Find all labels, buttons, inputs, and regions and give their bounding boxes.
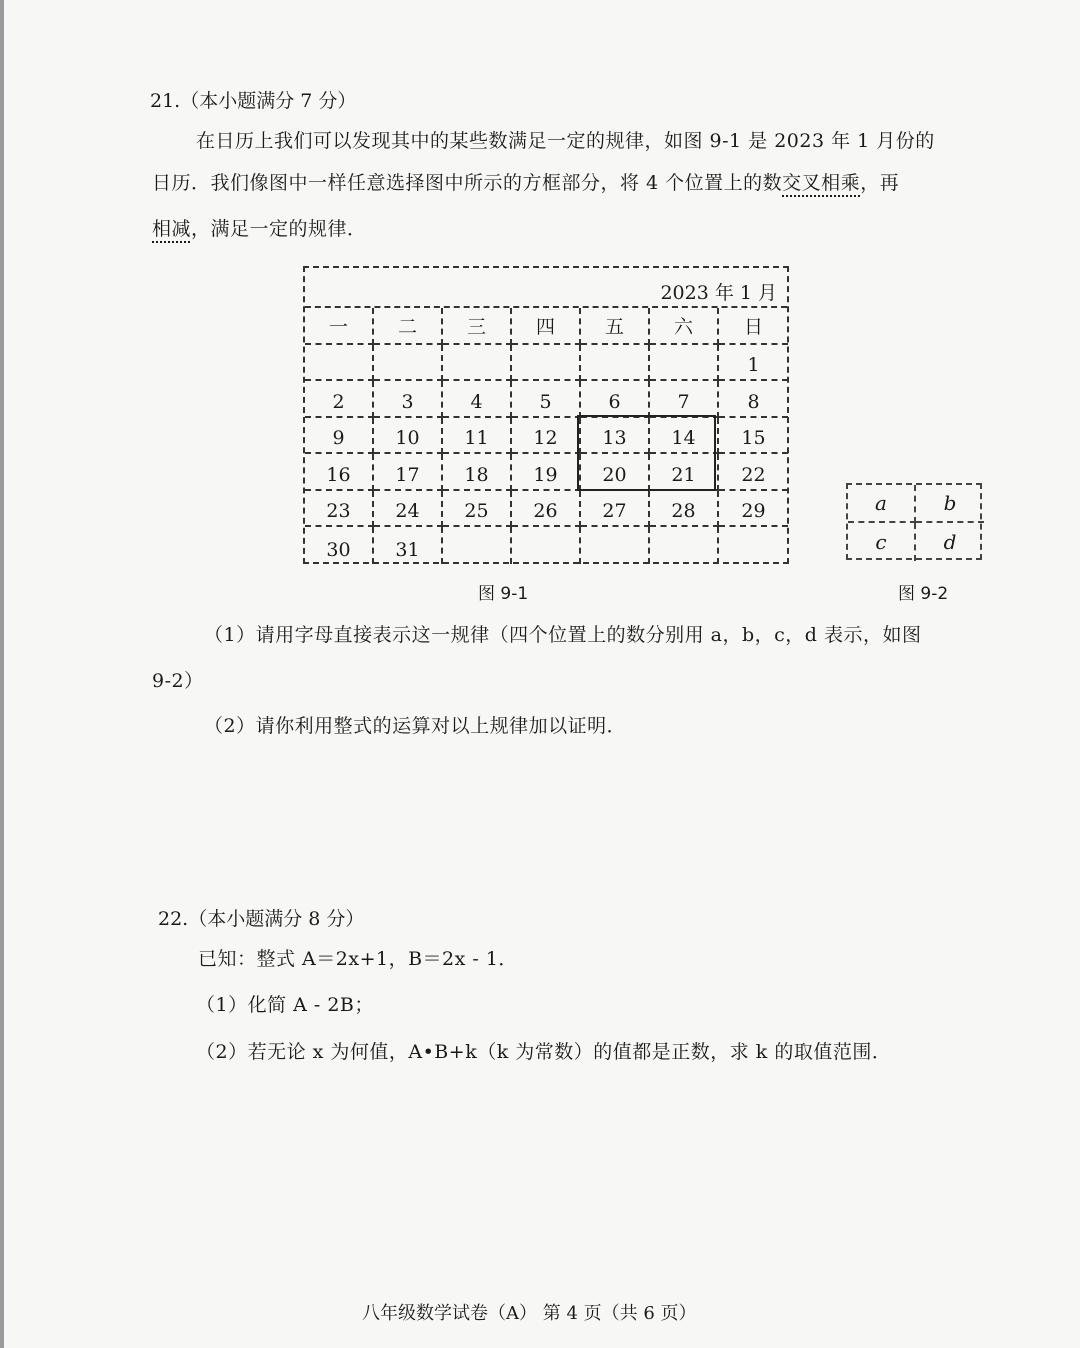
q21-intro-line2 bbox=[152, 168, 899, 195]
q21-emphasis-cross-multiply: 交叉相乘 bbox=[782, 172, 861, 194]
calendar-day: 8 bbox=[719, 381, 788, 418]
calendar-weekday: 日 bbox=[719, 308, 788, 345]
fig2-cell-c: c bbox=[848, 523, 916, 561]
fig2-caption: 图 9-2 bbox=[898, 584, 949, 604]
calendar-day: 23 bbox=[305, 491, 374, 528]
calendar-weekday: 一 bbox=[305, 308, 374, 345]
calendar-day: 17 bbox=[374, 454, 443, 491]
fig2-cell-d: d bbox=[943, 530, 957, 554]
calendar-day: 14 bbox=[650, 418, 719, 455]
calendar-day: 26 bbox=[512, 491, 581, 528]
q21-intro-line2-a: 日历．我们像图中一样任意选择图中所示的方框部分，将 4 个位置上的数 bbox=[152, 172, 783, 194]
calendar-day: 3 bbox=[374, 381, 443, 418]
calendar-empty-cell bbox=[512, 527, 581, 564]
calendar-day: 11 bbox=[443, 418, 512, 455]
calendar-figure bbox=[303, 266, 789, 564]
calendar-empty-cell bbox=[650, 345, 719, 382]
page-edge bbox=[0, 0, 4, 1348]
calendar-empty-cell bbox=[581, 345, 650, 382]
q21-intro-line3 bbox=[152, 214, 367, 241]
calendar-day: 6 bbox=[581, 381, 650, 418]
calendar-day: 2 bbox=[305, 381, 374, 418]
calendar-selection-box bbox=[577, 415, 716, 491]
calendar-weekday: 二 bbox=[374, 308, 443, 345]
calendar-day: 31 bbox=[374, 527, 443, 564]
q22-part1: （1）化简 A - 2B； bbox=[196, 994, 374, 1016]
calendar-weekday: 六 bbox=[650, 308, 719, 345]
calendar-empty-cell bbox=[581, 527, 650, 564]
calendar-day: 16 bbox=[305, 454, 374, 491]
calendar-day: 4 bbox=[443, 381, 512, 418]
q21-part2: （2）请你利用整式的运算对以上规律加以证明． bbox=[204, 715, 627, 737]
calendar-day: 29 bbox=[719, 491, 788, 528]
q21-part1-line1: （1）请用字母直接表示这一规律（四个位置上的数分别用 a，b，c，d 表示，如图 bbox=[204, 624, 922, 646]
calendar-day: 27 bbox=[581, 491, 650, 528]
calendar-empty-cell bbox=[719, 527, 788, 564]
calendar-day: 30 bbox=[305, 527, 374, 564]
calendar-empty-cell bbox=[512, 345, 581, 382]
calendar-empty-cell bbox=[305, 345, 374, 382]
calendar-day: 19 bbox=[512, 454, 581, 491]
calendar-day: 1 bbox=[719, 345, 788, 382]
calendar-weekday: 五 bbox=[581, 308, 650, 345]
calendar-empty-cell bbox=[443, 345, 512, 382]
calendar-day: 5 bbox=[512, 381, 581, 418]
q21-intro-line2-c: ，再 bbox=[860, 172, 900, 194]
calendar-day: 15 bbox=[719, 418, 788, 455]
calendar-day: 10 bbox=[374, 418, 443, 455]
q21-title: 21.（本小题满分 7 分） bbox=[150, 90, 357, 112]
calendar-day: 12 bbox=[512, 418, 581, 455]
fig2-grid bbox=[846, 483, 982, 560]
q21-part1-line2: 9-2） bbox=[152, 670, 204, 692]
fig2-cell-b: b bbox=[916, 485, 984, 523]
q21-emphasis-subtract: 相减 bbox=[152, 218, 192, 240]
calendar-day: 13 bbox=[581, 418, 650, 455]
q22-part2: （2）若无论 x 为何值，A•B+k（k 为常数）的值都是正数，求 k 的取值范围． bbox=[196, 1041, 892, 1063]
fig1-caption: 图 9-1 bbox=[478, 584, 529, 604]
q22-given: 已知：整式 A＝2x+1，B＝2x - 1． bbox=[198, 948, 518, 970]
calendar-day: 28 bbox=[650, 491, 719, 528]
calendar-day: 24 bbox=[374, 491, 443, 528]
fig2-cell-a: a bbox=[848, 485, 916, 523]
calendar-weekday: 三 bbox=[443, 308, 512, 345]
calendar-day: 7 bbox=[650, 381, 719, 418]
q21-intro-line1: 在日历上我们可以发现其中的某些数满足一定的规律，如图 9-1 是 2023 年 1 月份的 bbox=[196, 130, 935, 152]
calendar-empty-cell bbox=[650, 527, 719, 564]
calendar-empty-cell bbox=[443, 527, 512, 564]
calendar-day: 21 bbox=[650, 454, 719, 491]
calendar-empty-cell bbox=[374, 345, 443, 382]
q22-title: 22.（本小题满分 8 分） bbox=[158, 908, 365, 930]
calendar-day: 25 bbox=[443, 491, 512, 528]
page-footer: 八年级数学试卷（A） 第 4 页（共 6 页） bbox=[362, 1303, 697, 1324]
calendar-header bbox=[305, 268, 787, 308]
q21-intro-line3-b: ，满足一定的规律． bbox=[191, 218, 367, 240]
calendar-day: 20 bbox=[581, 454, 650, 491]
calendar-day: 22 bbox=[719, 454, 788, 491]
calendar-day: 9 bbox=[305, 418, 374, 455]
calendar-day: 18 bbox=[443, 454, 512, 491]
calendar-weekday: 四 bbox=[512, 308, 581, 345]
calendar-title: 2023 年 1 月 bbox=[660, 282, 777, 304]
